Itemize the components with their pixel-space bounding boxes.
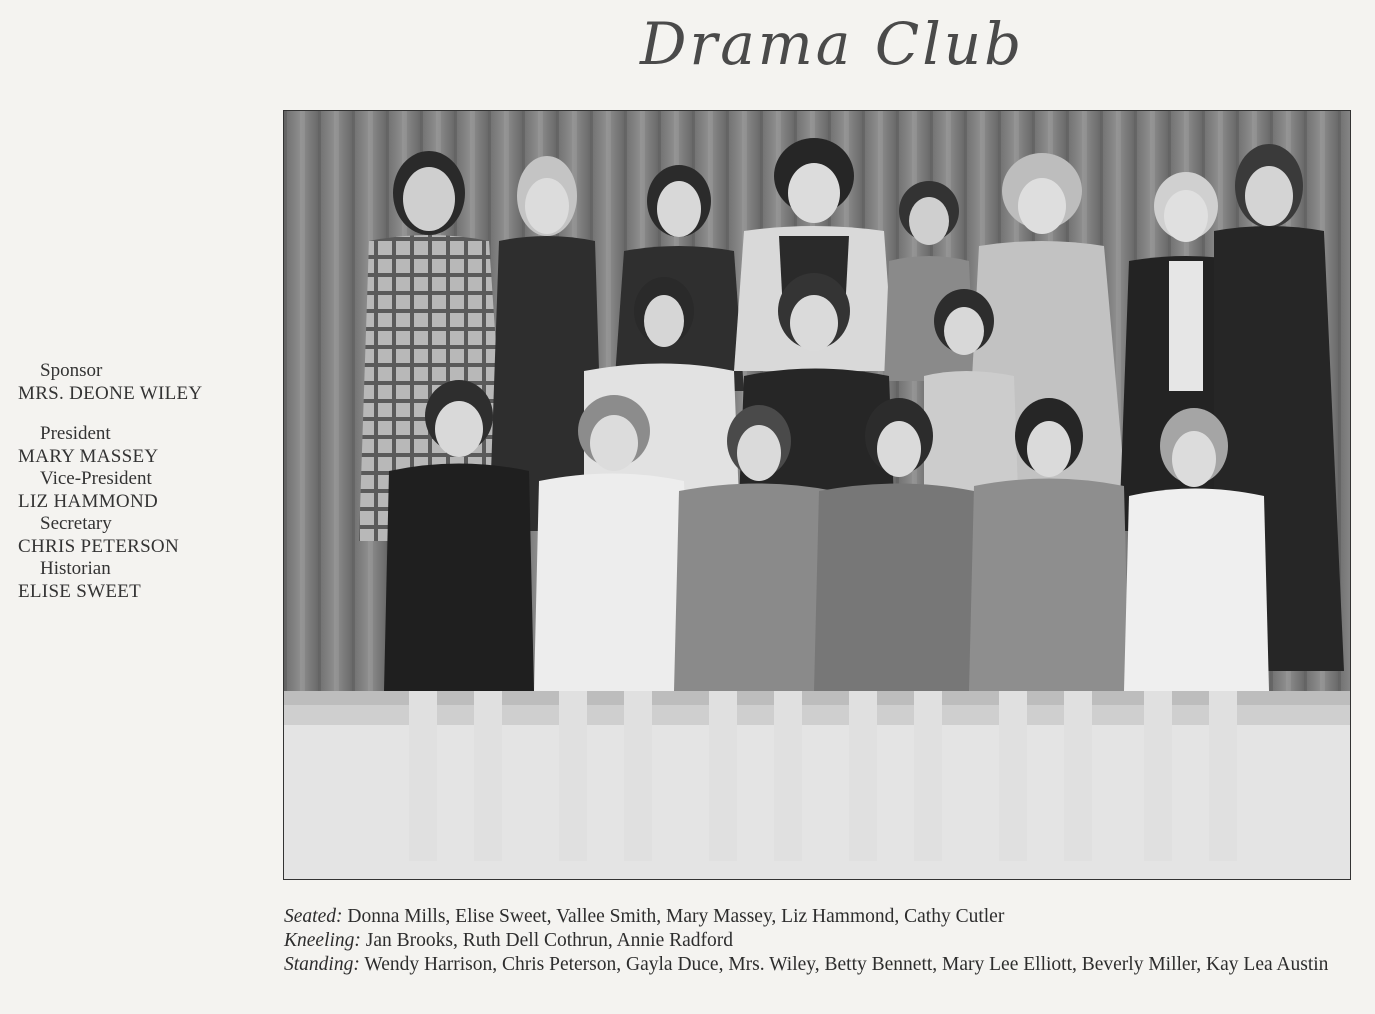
stage-front — [284, 705, 1351, 880]
officer-name: CHRIS PETERSON — [18, 535, 179, 557]
officer-vice-president — [18, 468, 268, 513]
officers-list — [18, 360, 268, 603]
stage-edge — [284, 691, 1351, 705]
officer-president — [18, 423, 268, 468]
officer-role: President — [40, 423, 111, 444]
caption-standing — [284, 953, 1356, 977]
caption-label: Standing: — [284, 954, 360, 975]
caption-names: Jan Brooks, Ruth Dell Cothrun, Annie Radford — [360, 930, 734, 951]
caption-seated — [284, 905, 1356, 929]
officer-name: LIZ HAMMOND — [18, 490, 158, 512]
officer-role: Sponsor — [40, 360, 103, 381]
group-photo — [283, 110, 1351, 880]
officer-role: Vice-President — [40, 468, 152, 489]
officer-name: MARY MASSEY — [18, 445, 159, 467]
officer-name: MRS. DEONE WILEY — [18, 382, 203, 404]
officer-name: ELISE SWEET — [18, 580, 142, 602]
officer-role: Secretary — [40, 513, 112, 534]
caption-kneeling — [284, 929, 1356, 953]
officer-role: Historian — [40, 558, 111, 579]
caption-label: Kneeling: — [284, 930, 361, 951]
officer-secretary — [18, 513, 268, 558]
page-title: Drama Club — [640, 10, 1025, 78]
photo-caption — [284, 905, 1356, 977]
officer-sponsor — [18, 360, 268, 405]
officer-historian — [18, 558, 268, 603]
group-photo-illustration — [284, 111, 1351, 880]
caption-names: Wendy Harrison, Chris Peterson, Gayla Duce, Mrs. Wiley, Betty Bennett, Mary Lee Elliott, Beverly Miller, Kay Lea Austin — [359, 954, 1329, 975]
caption-names: Donna Mills, Elise Sweet, Vallee Smith, Mary Massey, Liz Hammond, Cathy Cutler — [342, 906, 1005, 927]
caption-label: Seated: — [284, 906, 343, 927]
